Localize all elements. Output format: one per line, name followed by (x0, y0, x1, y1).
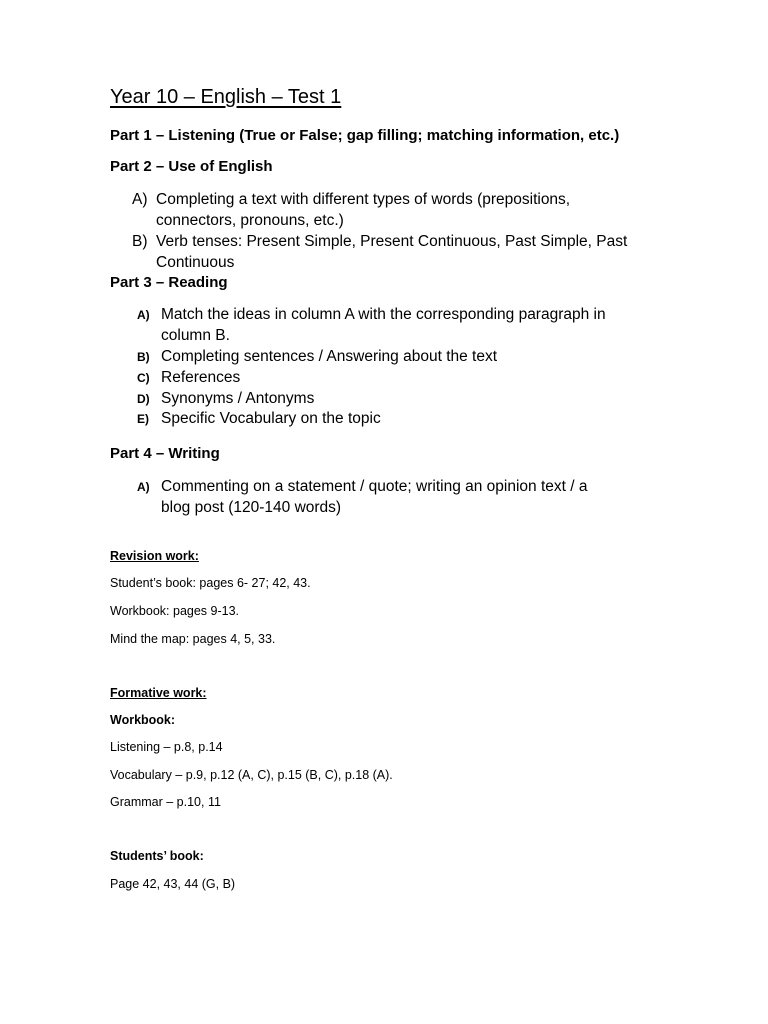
revision-line: Student’s book: pages 6- 27; 42, 43. (110, 576, 311, 590)
workbook-line: Vocabulary – p.9, p.12 (A, C), p.15 (B, C), p.18 (A). (110, 768, 393, 782)
list-item-line: column B. (161, 327, 230, 344)
list-marker: A) (137, 308, 150, 322)
workbook-line: Grammar – p.10, 11 (110, 795, 221, 809)
list-marker: C) (137, 371, 150, 385)
list-marker: A) (137, 480, 150, 494)
list-item-line: Verb tenses: Present Simple, Present Continuous, Past Simple, Past (156, 233, 628, 250)
revision-heading: Revision work: (110, 549, 199, 563)
page-title: Year 10 – English – Test 1 (110, 86, 342, 108)
list-item-line: Completing sentences / Answering about the text (161, 348, 498, 365)
list-item-line: Completing a text with different types of words (prepositions, (156, 191, 571, 208)
students-book-heading: Students’ book: (110, 849, 204, 863)
workbook-heading: Workbook: (110, 713, 176, 727)
list-item-line: References (161, 369, 241, 386)
workbook-line: Listening – p.8, p.14 (110, 740, 223, 754)
formative-heading: Formative work: (110, 686, 207, 700)
list-marker: B) (132, 233, 148, 250)
part3-heading: Part 3 – Reading (110, 274, 228, 291)
list-item-line: connectors, pronouns, etc.) (156, 212, 344, 229)
list-item-line: Synonyms / Antonyms (161, 390, 315, 407)
list-item-line: Match the ideas in column A with the corresponding paragraph in (161, 306, 606, 323)
list-marker: E) (137, 412, 149, 426)
revision-line: Workbook: pages 9-13. (110, 604, 240, 618)
part1-heading: Part 1 – Listening (True or False; gap filling; matching information, etc.) (110, 127, 620, 144)
list-item-line: Continuous (156, 254, 235, 271)
list-item-line: Specific Vocabulary on the topic (161, 410, 381, 427)
list-marker: D) (137, 392, 150, 406)
revision-line: Mind the map: pages 4, 5, 33. (110, 632, 276, 646)
list-marker: A) (132, 191, 148, 208)
part2-heading: Part 2 – Use of English (110, 158, 273, 175)
part4-heading: Part 4 – Writing (110, 445, 220, 462)
list-marker: B) (137, 350, 150, 364)
list-item-line: Commenting on a statement / quote; writing an opinion text / a (161, 478, 588, 495)
list-item-line: blog post (120-140 words) (161, 499, 342, 516)
students-book-line: Page 42, 43, 44 (G, B) (110, 877, 236, 891)
